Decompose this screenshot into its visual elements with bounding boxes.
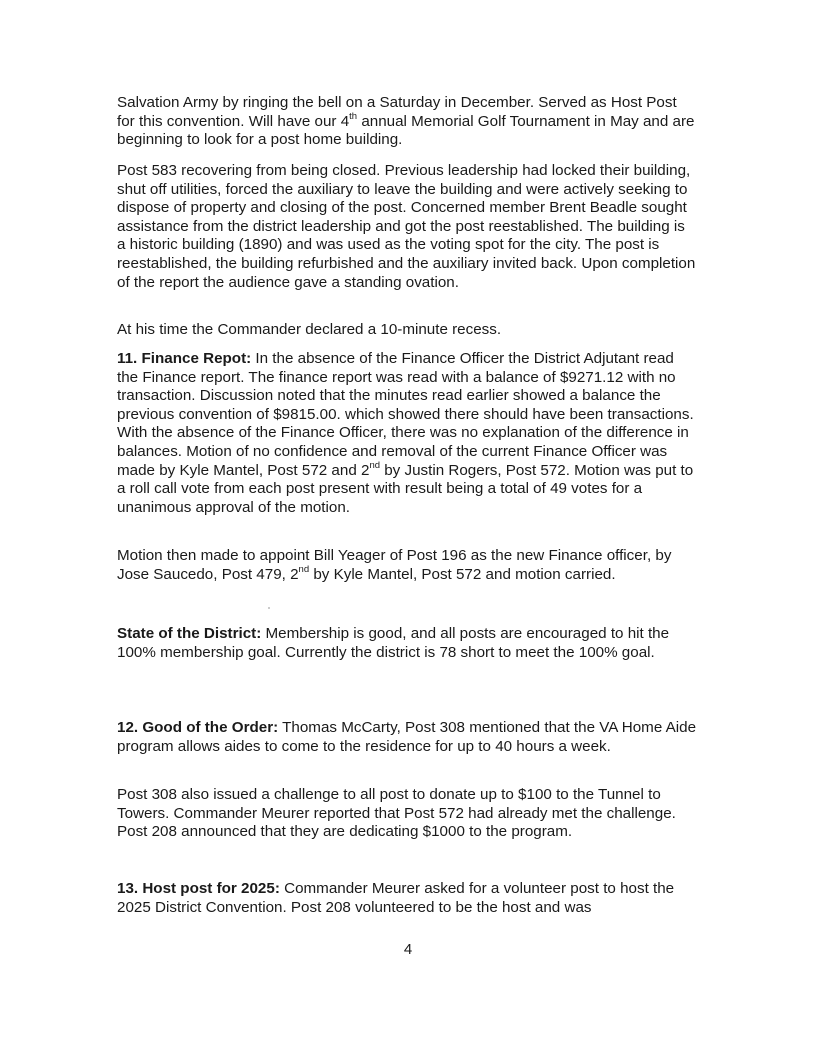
- section-heading: State of the District:: [117, 625, 262, 642]
- section-finance-report: [117, 350, 697, 517]
- paragraph-text: Salvation Army by ringing the bell on a Saturday in December. Served as Host Post for this convention. Will have our 4: [117, 94, 677, 130]
- section-state-of-district: [117, 625, 697, 662]
- paragraph-text: In the absence of the Finance Officer the District Adjutant read the Finance report. The finance report was read with a balance of $9271.12 with no transaction. Discussion noted that the minutes read earlier showed a balance the previous convention of $9815.00. which showed there should have been transactions. With the absence of the Finance Officer, there was no explanation of the difference in balances. Motion of no confidence and removal of the current Finance Officer was made by Kyle Mantel, Post 572 and 2: [117, 350, 694, 479]
- paragraph-text: annual Memorial Golf Tournament in May and are beginning to look for a post home building.: [117, 112, 695, 149]
- superscript: nd: [369, 459, 381, 471]
- paragraph-recess: At his time the Commander declared a 10-minute recess.: [117, 321, 502, 338]
- paragraph-text: by Justin Rogers, Post 572. Motion was put to a roll call vote from each post present with result being a total of 49 votes for a unanimous approval of the motion.: [117, 461, 694, 516]
- section-heading: 11. Finance Repot:: [117, 350, 252, 367]
- section-heading: 13. Host post for 2025:: [117, 880, 280, 897]
- paragraph-text: by Kyle Mantel, Post 572 and motion carried.: [309, 565, 616, 583]
- paragraph-text: Commander Meurer asked for a volunteer post to host the 2025 District Convention. Post 208 volunteered to be the host and was: [117, 880, 675, 916]
- paragraph-salvation-army: [117, 94, 697, 150]
- paragraph-text: Membership is good, and all posts are encouraged to hit the 100% membership goal. Currently the district is 78 short to meet the 100% goal.: [117, 625, 670, 661]
- superscript: th: [349, 110, 358, 122]
- superscript: nd: [298, 563, 310, 575]
- section-good-of-order: [117, 719, 697, 756]
- section-heading: 12. Good of the Order:: [117, 719, 279, 736]
- paragraph-text: Motion then made to appoint Bill Yeager of Post 196 as the new Finance officer, by Jose Saucedo, Post 479, 2: [117, 547, 672, 583]
- page-number: 4: [403, 941, 413, 958]
- paragraph-tunnel-to-towers: Post 308 also issued a challenge to all post to donate up to $100 to the Tunnel to Towers. Commander Meurer reported that Post 572 had already met the challenge. Post 208 announced that they are dedicating $1000 to the program.: [117, 786, 676, 841]
- scan-speck: [268, 607, 270, 609]
- section-host-post: [117, 880, 697, 917]
- paragraph-appoint-finance-officer: [117, 547, 697, 584]
- paragraph-text: Thomas McCarty, Post 308 mentioned that the VA Home Aide program allows aides to come to the residence for up to 40 hours a week.: [117, 719, 697, 755]
- paragraph-post-583: Post 583 recovering from being closed. Previous leadership had locked their building, shut off utilities, forced the auxiliary to leave the building and were actively seeking to dispose of property and closing of the post. Concerned member Brent Beadle sought assistance from the district leadership and got the post reestablished. The building is a historic building (1890) and was used as the voting spot for the city. The post is reestablished, the building refurbished and the auxiliary invited back. Upon completion of the report the audience gave a standing ovation.: [117, 162, 696, 291]
